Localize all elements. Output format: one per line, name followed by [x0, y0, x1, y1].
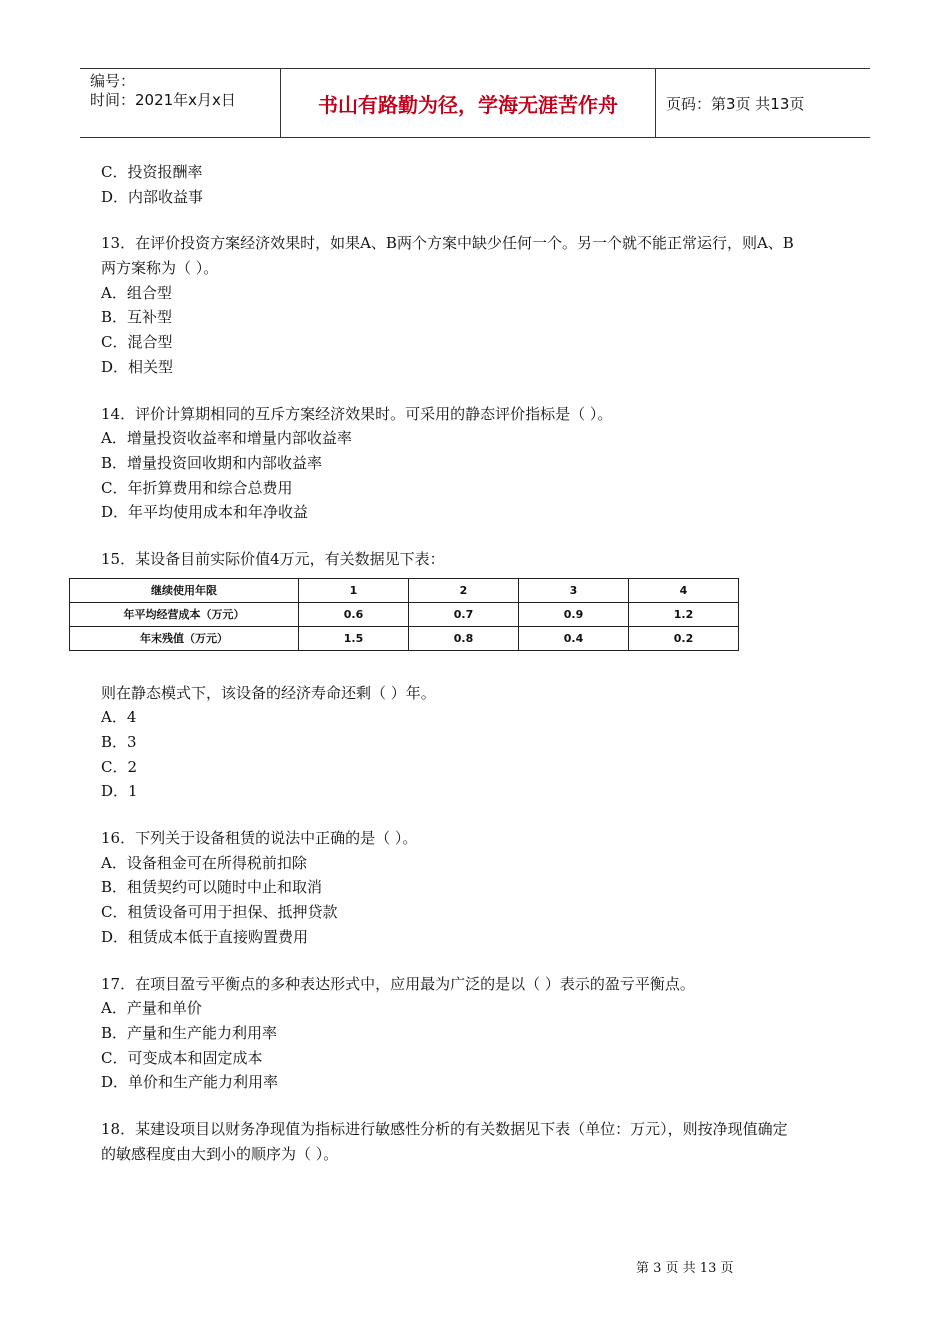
option-15d: D．1: [101, 782, 138, 801]
table-cell: 1.2: [629, 602, 739, 626]
table-cell: 4: [629, 578, 739, 602]
table-cell: 1: [299, 578, 409, 602]
option-12c: C．投资报酬率: [101, 163, 203, 181]
option-17b: B．产量和生产能力利用率: [101, 1023, 278, 1042]
document-body: [101, 160, 871, 1166]
option-12d: D．内部收益事: [101, 187, 204, 206]
option-16b: B．租赁契约可以随时中止和取消: [101, 878, 323, 897]
option-14c: C．年折算费用和综合总费用: [101, 478, 293, 497]
option-14b: B．增量投资回收期和内部收益率: [101, 453, 323, 472]
question-17: 17．在项目盈亏平衡点的多种表达形式中，应用最为广泛的是以（ ）表示的盈亏平衡点。: [101, 974, 695, 993]
table-cell: 0.4: [519, 626, 629, 650]
header-page-info: 页码：第3页 共13页: [666, 94, 805, 113]
option-16a: A．设备租金可在所得税前扣除: [101, 853, 307, 872]
option-16c: C．租赁设备可用于担保、抵押贷款: [101, 903, 338, 922]
question-15-prompt: 则在静态模式下，该设备的经济寿命还剩（ ）年。: [101, 683, 436, 702]
question-18-line2: 的敏感程度由大到小的顺序为（ ）。: [101, 1144, 339, 1163]
option-15a: A．4: [101, 708, 137, 727]
table-cell: 0.2: [629, 626, 739, 650]
option-15b: B．3: [101, 733, 137, 751]
option-13b: B．互补型: [101, 308, 173, 327]
option-15c: C．2: [101, 757, 138, 776]
question-15: 15．某设备目前实际价值4万元，有关数据见下表：: [101, 549, 445, 568]
table-cell: 年平均经营成本（万元）: [70, 602, 299, 626]
table-row: [70, 578, 739, 602]
question-13-line1: 13．在评价投资方案经济效果时，如果A、B两个方案中缺少任何一个。另一个就不能正常运行，则A、B: [101, 234, 794, 253]
date-line: 时间：2021年x月x日: [90, 91, 236, 109]
page-header: [80, 68, 870, 138]
table-cell: 0.9: [519, 602, 629, 626]
table-cell: 2: [409, 578, 519, 602]
question-13-line2: 两方案称为（ ）。: [101, 259, 219, 278]
table-cell: 0.8: [409, 626, 519, 650]
page-footer: 第 3 页 共 13 页: [636, 1261, 734, 1276]
table-cell: 年末残值（万元）: [70, 626, 299, 650]
option-17d: D．单价和生产能力利用率: [101, 1073, 279, 1092]
table-row: [70, 602, 739, 626]
table-cell: 0.7: [409, 602, 519, 626]
table-row: [70, 626, 739, 650]
option-13d: D．相关型: [101, 357, 174, 376]
header-left: [80, 69, 280, 137]
table-cell: 3: [519, 578, 629, 602]
table-cell: 0.6: [299, 602, 409, 626]
option-16d: D．租赁成本低于直接购置费用: [101, 927, 309, 946]
table-cell: 1.5: [299, 626, 409, 650]
option-14d: D．年平均使用成本和年净收益: [101, 503, 309, 522]
option-17c: C．可变成本和固定成本: [101, 1048, 263, 1067]
option-14a: A．增量投资收益率和增量内部收益率: [101, 429, 352, 448]
option-13c: C．混合型: [101, 333, 173, 352]
table-cell: 继续使用年限: [70, 578, 299, 602]
question-18-line1: 18．某建设项目以财务净现值为指标进行敏感性分析的有关数据见下表（单位：万元），则按净现值确定: [101, 1119, 788, 1138]
equipment-data-table: [69, 578, 739, 651]
header-motto: 书山有路勤为径，学海无涯苦作舟: [280, 69, 656, 137]
option-17a: A．产量和单价: [101, 999, 202, 1018]
question-16: 16．下列关于设备租赁的说法中正确的是（ ）。: [101, 829, 418, 848]
serial-label: 编号：: [90, 72, 136, 90]
option-13a: A．组合型: [101, 283, 172, 302]
question-14: 14．评价计算期相同的互斥方案经济效果时。可采用的静态评价指标是（ ）。: [101, 404, 613, 423]
